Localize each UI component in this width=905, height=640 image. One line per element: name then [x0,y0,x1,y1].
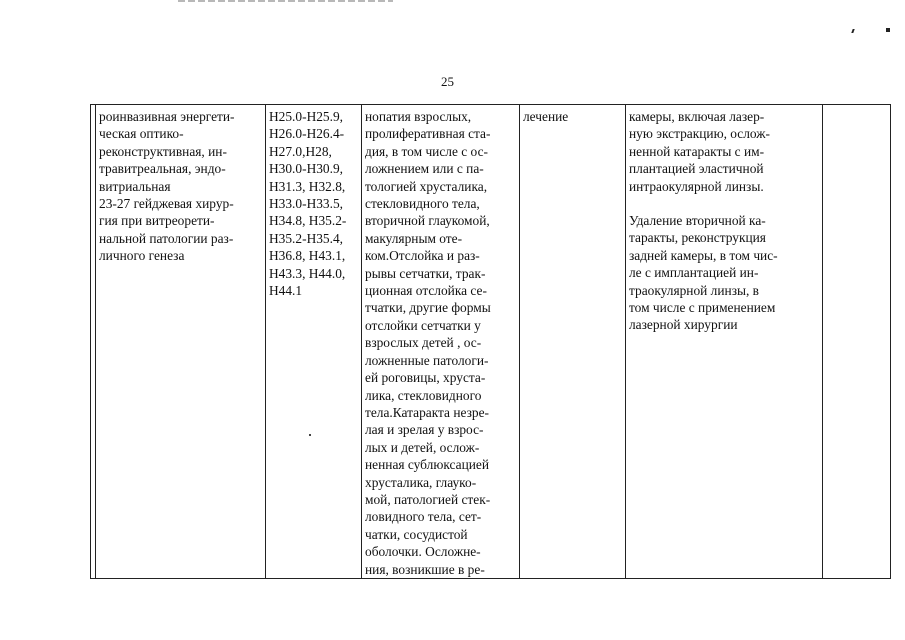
diagnosis-cell [362,105,520,579]
procedures-table [90,104,891,579]
scan-artifact-line [178,0,393,2]
scan-artifact-mark [886,28,890,32]
scan-artifact-mark [851,29,854,33]
volume-cell [823,105,891,579]
page-number: 25 [441,74,454,89]
treatment-type-cell [520,105,626,579]
procedure-cell [626,105,823,579]
diagnosis-text: нопатия взрослых, пролиферативная ста- дия, в том числе с ос- ложнением или с па- тологией хрусталика, стекловидного тела, вторичной глаукомой, макулярным оте- ком.Отслойка и раз- рывы сетчатки, трак- ционная отслойка се- тчатки, другие формы отслойки сетчатки у взрослых детей , ос- ложненные патологи- ей роговицы, хруста- лика, стекловидного тела.Катаракта незре- лая и зрелая у взрос- лых и детей, ослож- ненная сублюксацией хрусталика, глауко- мой, патологией стек- ловидного тела, сет- чатки, сосудистой оболочки. Осложне- ния, возникшие в ре- [365,109,491,577]
icd-codes-cell [266,105,362,579]
method-cell [96,105,266,579]
icd-codes-text: H25.0-H25.9, H26.0-H26.4- H27.0,H28, H30.0-H30.9, H31.3, H32.8, H33.0-H33.5, H34.8, H35.2- H35.2-H35.4, H36.8, H43.1, H43.3, H44.0, H44.1 [269,109,347,299]
procedure-text-2: Удаление вторичной ка- таракты, реконструкция задней камеры, в том чис- ле с имплантацией ин- траокулярной линзы, в том числе с применением лазерной хирургии [629,213,778,333]
method-text: роинвазивная энергети- ческая оптико- реконструктивная, ин- травитреальная, эндо- витриальная 23-27 гейджевая хирур- гия при витреорети- нальной патологии раз- личного генеза [99,109,235,264]
procedure-text-1: камеры, включая лазер- ную экстракцию, ослож- ненной катаракты с им- плантацией эластичной интраокулярной линзы. [629,109,770,194]
treatment-type-text: лечение [523,109,569,124]
table-row [91,105,891,579]
